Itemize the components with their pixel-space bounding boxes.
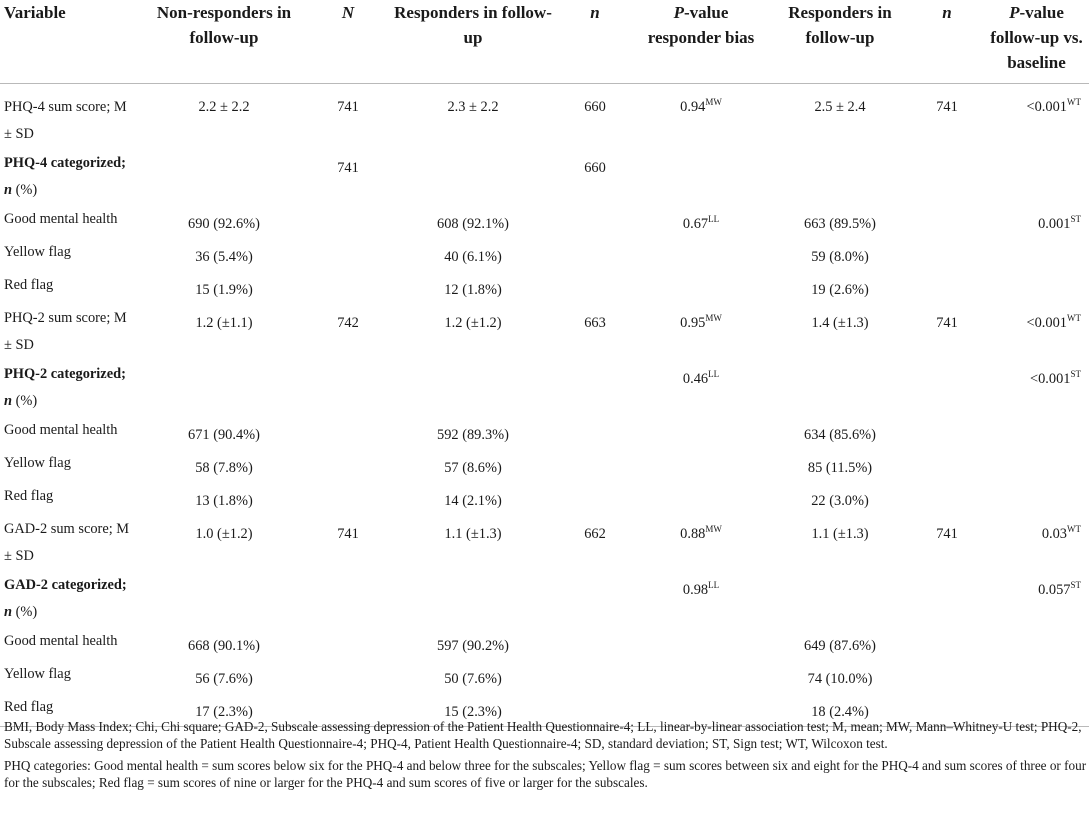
cell-n2 xyxy=(910,571,984,627)
cell-resp-value: 2.3 ± 2.2 xyxy=(447,99,499,115)
table-row xyxy=(0,627,1089,660)
cell-n1 xyxy=(558,271,632,304)
cell-nonresp-value: 2.2 ± 2.2 xyxy=(198,99,250,115)
header-n1-text: n xyxy=(590,3,600,22)
cell-resp_fu xyxy=(770,360,910,416)
cell-resp_fu xyxy=(770,660,910,693)
cell-pfu-test-label: WT xyxy=(1067,524,1081,534)
cell-resp-value: 15 (2.3%) xyxy=(444,704,502,720)
row-variable-bold: GAD-2 categorized; xyxy=(4,577,127,593)
cell-N xyxy=(308,449,388,482)
cell-n2 xyxy=(910,304,984,360)
cell-N xyxy=(308,360,388,416)
cell-resp_fu xyxy=(770,271,910,304)
cell-n2-value: 741 xyxy=(936,526,958,542)
cell-pbias xyxy=(632,515,770,571)
row-variable-rest: (%) xyxy=(12,604,38,620)
cell-resp-value: 14 (2.1%) xyxy=(444,493,502,509)
header-responders-fu: Responders in follow-up xyxy=(788,3,892,47)
cell-resp_fu xyxy=(770,205,910,238)
cell-resp xyxy=(388,449,558,482)
table-row xyxy=(0,205,1089,238)
cell-N xyxy=(308,416,388,449)
header-n2 xyxy=(910,0,984,84)
cell-resp_fu-value: 59 (8.0%) xyxy=(811,249,869,265)
cell-n1 xyxy=(558,304,632,360)
cell-resp-value: 12 (1.8%) xyxy=(444,282,502,298)
cell-n1 xyxy=(558,238,632,271)
row-variable-rest: (%) xyxy=(12,393,38,409)
cell-pbias xyxy=(632,304,770,360)
header-variable: Variable xyxy=(4,3,66,22)
cell-resp_fu xyxy=(770,84,910,150)
cell-N xyxy=(308,660,388,693)
cell-nonresp xyxy=(140,304,308,360)
cell-nonresp-value: 13 (1.8%) xyxy=(195,493,253,509)
cell-pbias xyxy=(632,84,770,150)
cell-nonresp-value: 671 (90.4%) xyxy=(188,427,260,443)
row-variable xyxy=(0,660,140,693)
cell-pbias xyxy=(632,238,770,271)
cell-resp_fu xyxy=(770,304,910,360)
cell-N-value: 741 xyxy=(337,526,359,542)
cell-resp xyxy=(388,238,558,271)
cell-pbias-value: 0.88 xyxy=(680,526,706,542)
cell-N xyxy=(308,205,388,238)
cell-N xyxy=(308,627,388,660)
table-body xyxy=(0,84,1089,727)
cell-N-value: 741 xyxy=(337,99,359,115)
cell-pfu xyxy=(984,205,1089,238)
cell-resp xyxy=(388,660,558,693)
header-nonresponders: Non-responders in follow-up xyxy=(156,3,292,47)
cell-pbias xyxy=(632,482,770,515)
cell-pfu-value: 0.001 xyxy=(1038,216,1071,232)
header-N-text: N xyxy=(341,3,355,22)
cell-pfu-value: 0.057 xyxy=(1038,582,1071,598)
row-variable-rest: (%) xyxy=(12,182,38,198)
row-variable xyxy=(0,360,140,416)
cell-pfu xyxy=(984,571,1089,627)
row-variable-text: Good mental health xyxy=(4,211,118,227)
cell-pfu xyxy=(984,416,1089,449)
cell-nonresp-value: 56 (7.6%) xyxy=(195,671,253,687)
cell-pbias-test-label: MW xyxy=(705,97,722,107)
cell-n2 xyxy=(910,627,984,660)
cell-N xyxy=(308,571,388,627)
cell-resp xyxy=(388,515,558,571)
cell-pfu xyxy=(984,482,1089,515)
cell-N xyxy=(308,149,388,205)
cell-n2 xyxy=(910,84,984,150)
cell-pbias xyxy=(632,205,770,238)
row-variable xyxy=(0,482,140,515)
cell-resp_fu-value: 2.5 ± 2.4 xyxy=(814,99,866,115)
cell-resp xyxy=(388,149,558,205)
cell-pfu xyxy=(984,304,1089,360)
cell-pfu-value: <0.001 xyxy=(1026,99,1067,115)
row-variable-n: n xyxy=(4,393,13,409)
cell-n1 xyxy=(558,205,632,238)
table-row xyxy=(0,360,1089,416)
cell-n1-value: 660 xyxy=(584,160,606,176)
cell-pfu xyxy=(984,238,1089,271)
row-variable-text: Red flag xyxy=(4,699,54,715)
row-variable-bold: PHQ-2 categorized; xyxy=(4,366,126,382)
cell-pfu xyxy=(984,660,1089,693)
cell-nonresp xyxy=(140,449,308,482)
cell-resp_fu-value: 634 (85.6%) xyxy=(804,427,876,443)
cell-nonresp-value: 1.0 (±1.2) xyxy=(195,526,253,542)
cell-resp_fu-value: 74 (10.0%) xyxy=(807,671,873,687)
cell-resp-value: 1.2 (±1.2) xyxy=(444,315,502,331)
cell-pbias-value: 0.98 xyxy=(682,582,709,598)
cell-nonresp xyxy=(140,660,308,693)
header-n2-text: n xyxy=(942,3,952,22)
cell-nonresp xyxy=(140,149,308,205)
row-variable xyxy=(0,571,140,627)
cell-N xyxy=(308,84,388,150)
header-row xyxy=(0,0,1089,84)
cell-pbias-value: 0.46 xyxy=(682,371,709,387)
cell-nonresp xyxy=(140,515,308,571)
header-p-followup-italic: P xyxy=(1009,3,1020,22)
cell-pfu xyxy=(984,360,1089,416)
cell-n2 xyxy=(910,149,984,205)
cell-pbias xyxy=(632,627,770,660)
cell-pbias xyxy=(632,571,770,627)
cell-resp_fu xyxy=(770,149,910,205)
cell-resp-value: 608 (92.1%) xyxy=(437,216,509,232)
row-variable xyxy=(0,84,140,150)
cell-resp xyxy=(388,360,558,416)
cell-nonresp-value: 36 (5.4%) xyxy=(195,249,253,265)
table-row xyxy=(0,515,1089,571)
header-p-followup xyxy=(984,0,1089,84)
cell-nonresp xyxy=(140,482,308,515)
cell-resp_fu xyxy=(770,449,910,482)
cell-n1-value: 660 xyxy=(584,99,606,115)
cell-nonresp xyxy=(140,271,308,304)
cell-n1 xyxy=(558,627,632,660)
cell-resp-value: 40 (6.1%) xyxy=(444,249,502,265)
cell-N xyxy=(308,482,388,515)
cell-resp xyxy=(388,304,558,360)
cell-n2 xyxy=(910,660,984,693)
row-variable xyxy=(0,238,140,271)
cell-nonresp xyxy=(140,571,308,627)
cell-pfu-value: <0.001 xyxy=(1026,315,1067,331)
cell-resp_fu-value: 663 (89.5%) xyxy=(804,216,876,232)
table-row xyxy=(0,571,1089,627)
cell-pbias-test-label: LL xyxy=(708,214,720,224)
cell-resp_fu-value: 85 (11.5%) xyxy=(807,460,873,476)
cell-resp-value: 50 (7.6%) xyxy=(444,671,502,687)
cell-resp_fu xyxy=(770,515,910,571)
cell-n2-value: 741 xyxy=(936,99,958,115)
row-variable xyxy=(0,149,140,205)
cell-pbias xyxy=(632,271,770,304)
cell-pfu-value: 0.03 xyxy=(1041,526,1067,542)
cell-N xyxy=(308,238,388,271)
cell-resp_fu-value: 18 (2.4%) xyxy=(811,704,869,720)
table-row xyxy=(0,482,1089,515)
cell-n2 xyxy=(910,205,984,238)
header-p-bias xyxy=(632,0,770,84)
footnote-abbreviations: BMI, Body Mass Index; Chi, Chi square; GAD-2, Subscale assessing depression of the Patient Health Questionnaire-4; LL, linear-by-linear association test; M, mean; MW, Mann–Whitney-U test; PHQ-2, Subscale assessing depression of the Patient Health Questionnaire-4; PHQ-4, Patient Health Questionnaire-4; SD, standard deviation; ST, Sign test; WT, Wilcoxon test. xyxy=(4,719,1082,751)
cell-pbias-test-label: LL xyxy=(708,369,720,379)
cell-pfu xyxy=(984,515,1089,571)
table-footnotes xyxy=(0,718,1089,796)
row-variable-text: Yellow flag xyxy=(4,455,71,471)
row-variable xyxy=(0,627,140,660)
row-variable xyxy=(0,271,140,304)
cell-pbias-test-label: MW xyxy=(705,313,722,323)
cell-n2 xyxy=(910,360,984,416)
header-p-followup-text: -value follow-up vs. baseline xyxy=(990,3,1083,72)
table-row xyxy=(0,238,1089,271)
row-variable xyxy=(0,205,140,238)
cell-nonresp-value: 17 (2.3%) xyxy=(195,704,253,720)
cell-resp-value: 57 (8.6%) xyxy=(444,460,502,476)
cell-resp-value: 1.1 (±1.3) xyxy=(444,526,502,542)
cell-pbias-value: 0.67 xyxy=(682,216,709,232)
cell-N-value: 742 xyxy=(337,315,359,331)
header-p-bias-italic: P xyxy=(673,3,684,22)
cell-resp_fu xyxy=(770,238,910,271)
cell-pfu-value: <0.001 xyxy=(1029,371,1071,387)
table-row xyxy=(0,449,1089,482)
cell-pbias xyxy=(632,360,770,416)
header-responders: Responders in follow-up xyxy=(394,3,552,47)
cell-resp xyxy=(388,571,558,627)
header-n1 xyxy=(558,0,632,84)
cell-pbias xyxy=(632,149,770,205)
table-row xyxy=(0,660,1089,693)
cell-n2 xyxy=(910,515,984,571)
row-variable-text: Red flag xyxy=(4,488,54,504)
cell-n1 xyxy=(558,360,632,416)
cell-resp_fu-value: 1.4 (±1.3) xyxy=(811,315,869,331)
cell-pfu xyxy=(984,84,1089,150)
cell-resp_fu xyxy=(770,627,910,660)
cell-resp_fu xyxy=(770,482,910,515)
cell-n2 xyxy=(910,238,984,271)
cell-nonresp-value: 15 (1.9%) xyxy=(195,282,253,298)
cell-nonresp xyxy=(140,416,308,449)
cell-n1 xyxy=(558,482,632,515)
cell-resp xyxy=(388,84,558,150)
cell-pfu xyxy=(984,449,1089,482)
row-variable-text: Good mental health xyxy=(4,422,118,438)
cell-resp xyxy=(388,416,558,449)
cell-resp xyxy=(388,482,558,515)
cell-nonresp-value: 58 (7.8%) xyxy=(195,460,253,476)
cell-resp_fu-value: 649 (87.6%) xyxy=(804,638,876,654)
cell-resp-value: 597 (90.2%) xyxy=(437,638,509,654)
cell-n1 xyxy=(558,660,632,693)
row-variable-text: PHQ-2 sum score; M ± SD xyxy=(4,310,127,353)
row-variable-text: GAD-2 sum score; M ± SD xyxy=(4,521,130,564)
cell-n2 xyxy=(910,449,984,482)
cell-n2 xyxy=(910,482,984,515)
cell-N xyxy=(308,271,388,304)
row-variable-text: PHQ-4 sum score; M ± SD xyxy=(4,99,127,142)
header-N xyxy=(308,0,388,84)
row-variable xyxy=(0,515,140,571)
row-variable-text: Good mental health xyxy=(4,633,118,649)
cell-resp_fu-value: 19 (2.6%) xyxy=(811,282,869,298)
cell-nonresp xyxy=(140,627,308,660)
cell-resp_fu xyxy=(770,416,910,449)
cell-n1-value: 662 xyxy=(584,526,606,542)
cell-nonresp-value: 1.2 (±1.1) xyxy=(195,315,253,331)
row-variable-bold: PHQ-4 categorized; xyxy=(4,155,126,171)
row-variable xyxy=(0,304,140,360)
row-variable-text: Red flag xyxy=(4,277,54,293)
cell-nonresp xyxy=(140,84,308,150)
cell-pfu-test-label: ST xyxy=(1070,369,1081,379)
row-variable-n: n xyxy=(4,604,13,620)
cell-n1-value: 663 xyxy=(584,315,606,331)
cell-N-value: 741 xyxy=(337,160,359,176)
cell-n2 xyxy=(910,271,984,304)
cell-nonresp-value: 690 (92.6%) xyxy=(188,216,260,232)
cell-pfu-test-label: WT xyxy=(1067,97,1081,107)
cell-resp_fu xyxy=(770,571,910,627)
cell-pbias-test-label: LL xyxy=(708,580,720,590)
table-row xyxy=(0,416,1089,449)
cell-pfu xyxy=(984,627,1089,660)
cell-nonresp xyxy=(140,205,308,238)
cell-N xyxy=(308,515,388,571)
row-variable-text: Yellow flag xyxy=(4,244,71,260)
row-variable xyxy=(0,416,140,449)
row-variable xyxy=(0,449,140,482)
cell-pfu xyxy=(984,149,1089,205)
table-row xyxy=(0,84,1089,150)
table-row xyxy=(0,149,1089,205)
cell-n1 xyxy=(558,571,632,627)
cell-pbias xyxy=(632,449,770,482)
cell-pfu-test-label: WT xyxy=(1067,313,1081,323)
cell-resp_fu-value: 22 (3.0%) xyxy=(811,493,869,509)
cell-n2-value: 741 xyxy=(936,315,958,331)
cell-pfu-test-label: ST xyxy=(1070,214,1081,224)
cell-resp xyxy=(388,271,558,304)
header-p-bias-text: -value responder bias xyxy=(647,3,755,47)
row-variable-n: n xyxy=(4,182,13,198)
cell-nonresp xyxy=(140,360,308,416)
cell-nonresp xyxy=(140,238,308,271)
cell-n1 xyxy=(558,515,632,571)
cell-N xyxy=(308,304,388,360)
cell-pfu xyxy=(984,271,1089,304)
cell-nonresp-value: 668 (90.1%) xyxy=(188,638,260,654)
cell-n1 xyxy=(558,416,632,449)
cell-pbias xyxy=(632,416,770,449)
table-row xyxy=(0,271,1089,304)
table-row xyxy=(0,304,1089,360)
cell-pbias xyxy=(632,660,770,693)
cell-n1 xyxy=(558,449,632,482)
cell-pbias-test-label: MW xyxy=(705,524,722,534)
cell-resp xyxy=(388,205,558,238)
row-variable-text: Yellow flag xyxy=(4,666,71,682)
cell-n1 xyxy=(558,149,632,205)
cell-n1 xyxy=(558,84,632,150)
footnote-categories: PHQ categories: Good mental health = sum scores below six for the PHQ-4 and below three for the subscales; Yellow flag = sum scores between six and eight for the PHQ-4 and sum scores of three or four for the subscales; Red flag = sum scores of nine or larger for the PHQ-4 and sum scores of five or larger for the subscales. xyxy=(4,758,1087,790)
cell-resp-value: 592 (89.3%) xyxy=(437,427,509,443)
cell-pbias-value: 0.94 xyxy=(680,99,706,115)
cell-resp xyxy=(388,627,558,660)
cell-pbias-value: 0.95 xyxy=(680,315,706,331)
cell-resp_fu-value: 1.1 (±1.3) xyxy=(811,526,869,542)
cell-n2 xyxy=(910,416,984,449)
cell-pfu-test-label: ST xyxy=(1070,580,1081,590)
